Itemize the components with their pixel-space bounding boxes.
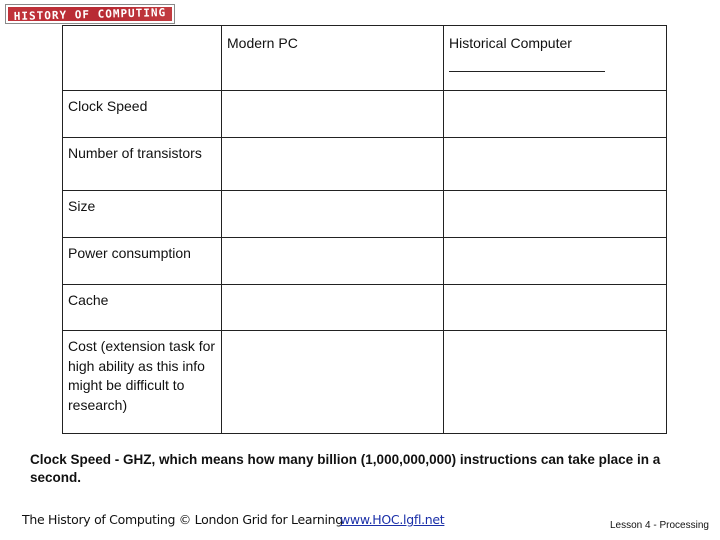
cell-modern-power[interactable]	[222, 238, 444, 285]
row-label-transistors: Number of transistors	[63, 137, 222, 191]
footer-website-link[interactable]: www.HOC.lgfl.net	[340, 512, 445, 527]
table-row	[63, 137, 667, 191]
header-modern-pc: Modern PC	[222, 26, 444, 91]
row-label-power: Power consumption	[63, 238, 222, 285]
table-row	[63, 238, 667, 285]
historical-computer-label: Historical Computer	[449, 35, 572, 51]
row-label-cost: Cost (extension task for high ability as this info might be difficult to research)	[63, 331, 222, 434]
cell-modern-transistors[interactable]	[222, 137, 444, 191]
table-row	[63, 191, 667, 238]
row-label-size: Size	[63, 191, 222, 238]
table-row	[63, 331, 667, 434]
cell-modern-clock-speed[interactable]	[222, 90, 444, 137]
table-row	[63, 284, 667, 331]
cell-historical-cost[interactable]	[444, 331, 667, 434]
cell-historical-power[interactable]	[444, 238, 667, 285]
clock-speed-note: Clock Speed - GHZ, which means how many billion (1,000,000,000) instructions can take place in a second.	[30, 452, 661, 485]
cell-historical-transistors[interactable]	[444, 137, 667, 191]
table-row	[63, 90, 667, 137]
footer-credit: The History of Computing © London Grid for Learning	[22, 512, 343, 527]
cell-historical-size[interactable]	[444, 191, 667, 238]
table-header-row	[63, 26, 667, 91]
history-of-computing-logo	[5, 4, 175, 24]
cell-historical-cache[interactable]	[444, 284, 667, 331]
cell-historical-clock-speed[interactable]	[444, 90, 667, 137]
historical-computer-name-blank[interactable]	[449, 63, 605, 72]
cell-modern-size[interactable]	[222, 191, 444, 238]
row-label-clock-speed: Clock Speed	[63, 90, 222, 137]
header-empty-cell	[63, 26, 222, 91]
cell-modern-cost[interactable]	[222, 331, 444, 434]
row-label-cache: Cache	[63, 284, 222, 331]
header-historical-computer	[444, 26, 667, 91]
comparison-table	[62, 25, 667, 434]
cell-modern-cache[interactable]	[222, 284, 444, 331]
logo-text: HISTORY OF COMPUTING	[13, 5, 167, 23]
footer-lesson-label: Lesson 4 - Processing	[610, 520, 709, 531]
